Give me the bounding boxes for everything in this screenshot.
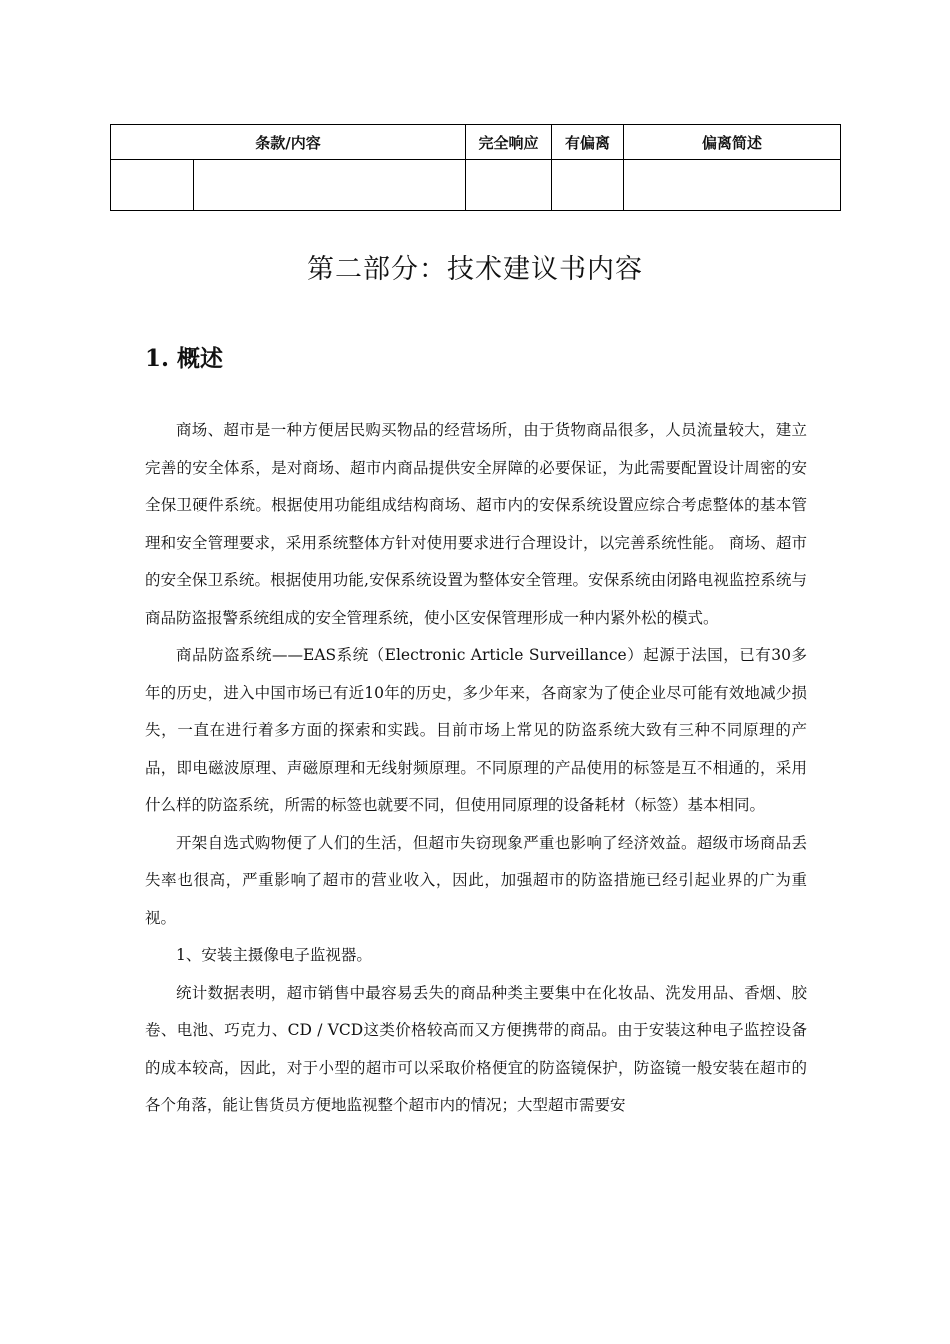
body-text — [145, 412, 807, 1125]
paragraph: 开架自选式购物便了人们的生活，但超市失窃现象严重也影响了经济效益。超级市场商品丢失率也很高，严重影响了超市的营业收入，因此，加强超市的防盗措施已经引起业界的广为重视。 — [145, 833, 807, 927]
header-clause-content: 条款/内容 — [111, 125, 466, 160]
table-cell-deviation-summary — [624, 160, 841, 211]
section-heading: 1. 概述 — [145, 345, 224, 372]
response-table — [110, 124, 841, 211]
table-cell-has-deviation — [552, 160, 624, 211]
table-cell-full-response — [466, 160, 552, 211]
paragraph: 商品防盗系统——EAS系统（Electronic Article Surveillance）起源于法国，已有30多年的历史，进入中国市场已有近10年的历史，多少年来，各商家为了使企业尽可能有效地减少损失，一直在进行着多方面的探索和实践。目前市场上常见的防盗系统大致有三种不同原理的产品，即电磁波原理、声磁原理和无线射频原理。不同原理的产品使用的标签是互不相通的，采用什么样的防盗系统，所需的标签也就要不同，但使用同原理的设备耗材（标签）基本相同。 — [145, 646, 807, 814]
paragraph: 商场、超市是一种方便居民购买物品的经营场所，由于货物商品很多，人员流量较大，建立完善的安全体系，是对商场、超市内商品提供安全屏障的必要保证，为此需要配置设计周密的安全保卫硬件系统。根据使用功能组成结构商场、超市内的安保系统设置应综合考虑整体的基本管理和安全管理要求，采用系统整体方针对使用要求进行合理设计，以完善系统性能。 商场、超市的安全保卫系统。根据使用功能,安保系统设置为整体安全管理。安保系统由闭路电视监控系统与商品防盗报警系统组成的安全管理系统，使小区安保管理形成一种内紧外松的模式。 — [145, 421, 807, 627]
table-header-row — [111, 125, 841, 160]
table-row — [111, 160, 841, 211]
header-full-response: 完全响应 — [466, 125, 552, 160]
table-cell-clause-number — [111, 160, 194, 211]
header-has-deviation: 有偏离 — [552, 125, 624, 160]
table-cell-clause-content — [194, 160, 466, 211]
part-title: 第二部分：技术建议书内容 — [307, 254, 643, 285]
paragraph: 统计数据表明，超市销售中最容易丢失的商品种类主要集中在化妆品、洗发用品、香烟、胶卷、电池、巧克力、CD / VCD这类价格较高而又方便携带的商品。由于安装这种电子监控设备的成本较高，因此，对于小型的超市可以采取价格便宜的防盗镜保护，防盗镜一般安装在超市的各个角落，能让售货员方便地监视整个超市内的情况；大型超市需要安 — [145, 983, 807, 1114]
header-deviation-summary: 偏离简述 — [624, 125, 841, 160]
paragraph: 1、安装主摄像电子监视器。 — [176, 946, 372, 964]
